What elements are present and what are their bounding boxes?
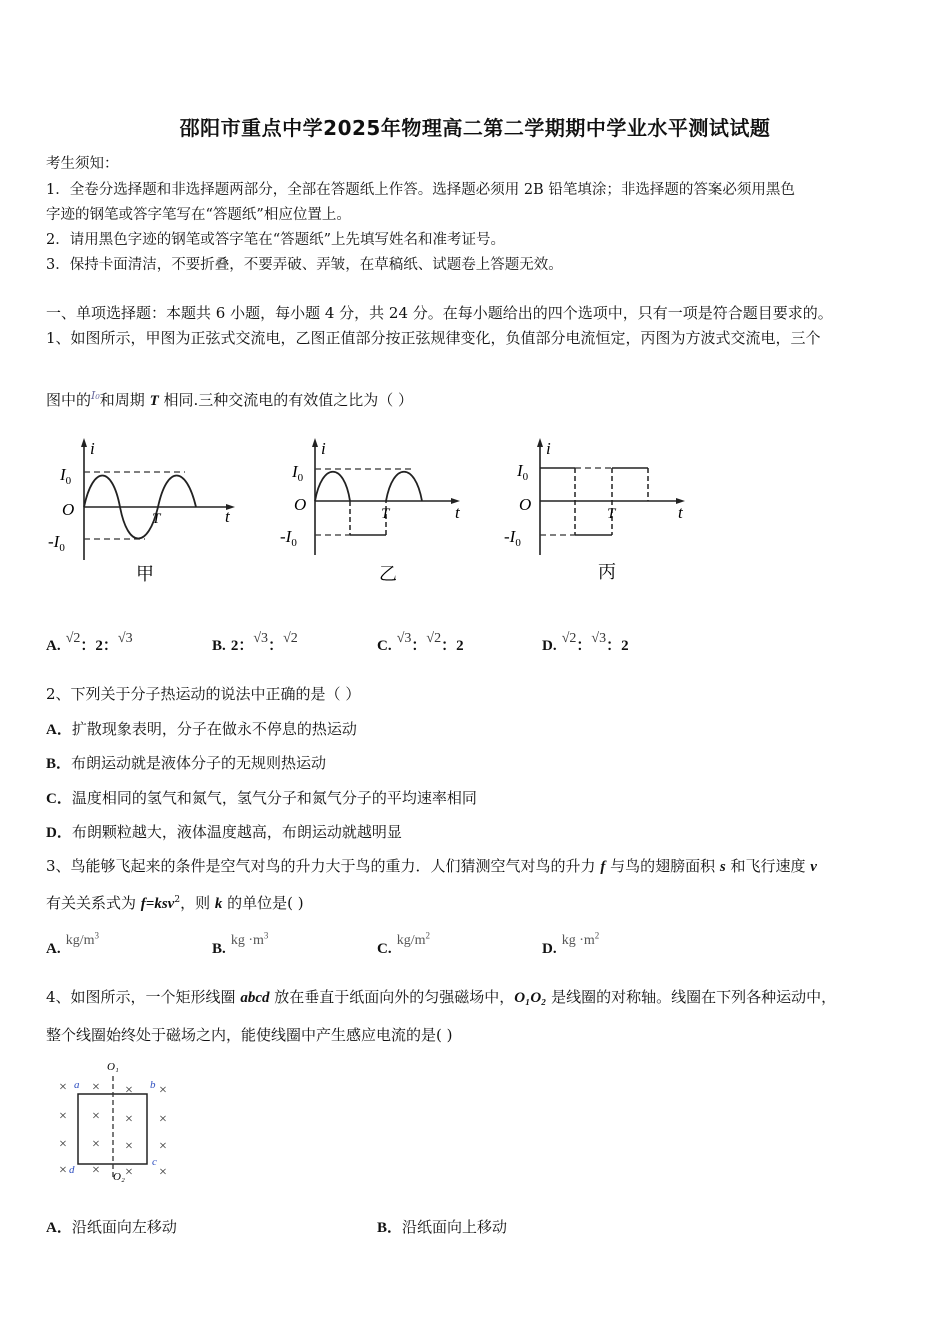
q4-option-b[interactable] xyxy=(377,1216,507,1237)
svg-text:a: a xyxy=(74,1079,80,1091)
sqrt-value: √2 xyxy=(65,631,81,646)
option-label: C． xyxy=(46,791,72,807)
notice-item-1: 1．全卷分选择题和非选择题两部分，全部在答题纸上作答。选择题必须用 2B 铅笔填涂；非选择题的答案必须用黑色 xyxy=(46,182,795,198)
svg-text:c: c xyxy=(152,1156,157,1168)
q3-text: 与鸟的翅膀面积 xyxy=(605,857,720,875)
notice-item-3: 3．保持卡面清洁，不要折叠，不要弄破、弄皱，在草稿纸、试题卷上答题无效。 xyxy=(46,257,563,273)
option-text: 布朗颗粒越大，液体温度越高，布朗运动就越明显 xyxy=(71,823,402,841)
q2-stem: 2、下列关于分子热运动的说法中正确的是（ ） xyxy=(46,685,361,703)
period-symbol: T xyxy=(149,393,159,409)
option-text: 布朗运动就是液体分子的无规则热运动 xyxy=(71,754,327,772)
svg-text:T: T xyxy=(607,506,616,522)
coil-label: abcd xyxy=(240,990,270,1006)
svg-text:×: × xyxy=(159,1112,167,1127)
q3-option-b[interactable] xyxy=(212,930,269,958)
svg-text:×: × xyxy=(92,1080,100,1095)
option-label: D. xyxy=(542,941,557,957)
svg-text:×: × xyxy=(59,1163,67,1178)
notice-heading: 考生须知： xyxy=(46,156,119,172)
svg-text:×: × xyxy=(92,1163,100,1178)
svg-text:i: i xyxy=(321,439,326,458)
notice-item-1-cont: 字迹的钢笔或答字笔写在“答题纸”相应位置上。 xyxy=(46,207,351,223)
option-label: A. xyxy=(46,941,61,957)
svg-text:×: × xyxy=(125,1112,133,1127)
option-label: A． xyxy=(46,1220,72,1236)
q4-text: 是线圈的对称轴。线圈在下列各种运动中， xyxy=(546,988,837,1006)
q3-text: 和飞行速度 xyxy=(725,857,811,875)
var-v: v xyxy=(810,859,817,875)
figure-caption-yi: 乙 xyxy=(379,564,397,584)
q3-stem-line1 xyxy=(46,855,817,876)
svg-text:t: t xyxy=(678,503,683,522)
svg-text:O₁: O₁ xyxy=(107,1061,119,1073)
var-f: f xyxy=(600,859,606,875)
svg-text:×: × xyxy=(159,1139,167,1154)
formula: f=ksv xyxy=(140,896,175,912)
svg-text:×: × xyxy=(125,1083,133,1098)
svg-text:×: × xyxy=(59,1109,67,1124)
option-text: 沿纸面向左移动 xyxy=(71,1218,177,1236)
sqrt-value: √2 xyxy=(283,631,298,646)
q4-stem-line2: 整个线圈始终处于磁场之内，能使线圈中产生感应电流的是( ) xyxy=(46,1026,453,1044)
q4-stem-line1 xyxy=(46,986,836,1007)
ratio-text: ：2 xyxy=(606,638,629,654)
unit-value: kg $\cdot m^3$ xyxy=(230,930,269,948)
option-label: B. xyxy=(212,638,226,654)
origin-label: O xyxy=(62,500,75,519)
q1-option-d[interactable] xyxy=(542,631,629,655)
svg-text:-I0: $-I_0$ xyxy=(504,527,521,549)
q3-option-c[interactable] xyxy=(377,930,430,958)
option-label: C. xyxy=(377,941,392,957)
svg-text:I0: $I_0$ xyxy=(517,461,529,483)
q4-text: 4、如图所示，一个矩形线圈 xyxy=(46,988,241,1006)
svg-text:I0: $I_0$ xyxy=(60,465,72,487)
q3-stem-line2 xyxy=(46,892,304,913)
svg-text:×: × xyxy=(159,1083,167,1098)
q3-text: 有关关系式为 xyxy=(46,894,141,912)
svg-text:-I0: $-I_0$ xyxy=(280,527,297,549)
unit-value: kg $\cdot m^2$ xyxy=(561,930,600,948)
figure-caption-jia: 甲 xyxy=(136,564,154,584)
svg-text:O: O xyxy=(294,495,307,514)
q1-option-c[interactable] xyxy=(377,631,464,655)
figure-yi-half-sine xyxy=(280,430,480,590)
sqrt-value: √3 xyxy=(591,631,607,646)
ratio-text: ： xyxy=(576,638,592,654)
svg-text:O: O xyxy=(519,495,532,514)
q4-option-a[interactable] xyxy=(46,1216,177,1237)
q1-text: 相同.三种交流电的有效值之比为（ ） xyxy=(158,391,414,409)
q2-option-c[interactable] xyxy=(46,787,477,808)
svg-text:I0: $I_0$ xyxy=(292,462,304,484)
svg-text:×: × xyxy=(92,1109,100,1124)
ratio-text: ： xyxy=(411,638,427,654)
q1-stem-line1: 1、如图所示，甲图为正弦式交流电，乙图正值部分按正弦规律变化，负值部分电流恒定，丙图为方波式交流电，三个 xyxy=(46,329,821,347)
figure-jia-sine-wave xyxy=(40,430,290,590)
ratio-text: ：2 xyxy=(441,638,464,654)
svg-text:×: × xyxy=(159,1165,167,1180)
formula-exponent: 2 xyxy=(174,895,181,905)
svg-text:×: × xyxy=(59,1137,67,1152)
option-label: D． xyxy=(46,825,72,841)
option-text: 沿纸面向上移动 xyxy=(402,1218,508,1236)
option-label: C. xyxy=(377,638,392,654)
sqrt-value: √2 xyxy=(561,631,577,646)
q3-text: 3、鸟能够飞起来的条件是空气对鸟的升力大于鸟的重力．人们猜测空气对鸟的升力 xyxy=(46,857,601,875)
q1-text: 图中的 xyxy=(46,391,92,409)
figure-caption-bing: 丙 xyxy=(598,562,616,582)
q4-text: 放在垂直于纸面向外的匀强磁场中， xyxy=(269,988,515,1006)
i0-symbol: I₀ xyxy=(91,389,100,402)
option-text: 温度相同的氢气和氮气，氢气分子和氮气分子的平均速率相同 xyxy=(71,789,477,807)
svg-text:×: × xyxy=(125,1165,133,1180)
unit-value: $kg/m^3$ xyxy=(65,930,99,948)
q1-option-a[interactable] xyxy=(46,631,133,655)
option-label: A. xyxy=(46,638,61,654)
svg-text:-I0: $-I_0$ xyxy=(48,532,65,554)
q1-text: 和周期 xyxy=(99,391,150,409)
q1-option-b[interactable] xyxy=(212,631,298,655)
q3-option-d[interactable] xyxy=(542,930,600,958)
option-label: B. xyxy=(212,941,226,957)
option-label: B． xyxy=(46,756,72,772)
var-s: s xyxy=(719,859,726,875)
sqrt-value: √3 xyxy=(253,631,269,646)
option-label: A． xyxy=(46,722,72,738)
ratio-text: 2： xyxy=(230,638,254,654)
svg-text:×: × xyxy=(92,1137,100,1152)
svg-text:d: d xyxy=(69,1164,75,1176)
axis-label: O₁O₂ xyxy=(514,990,547,1006)
var-k: k xyxy=(214,896,223,912)
q1-stem-line2 xyxy=(46,389,413,410)
svg-text:×: × xyxy=(125,1139,133,1154)
sqrt-value: √3 xyxy=(117,631,133,646)
svg-text:×: × xyxy=(59,1080,67,1095)
option-text: 扩散现象表明，分子在做永不停息的热运动 xyxy=(71,720,357,738)
svg-text:t: t xyxy=(455,503,460,522)
sqrt-value: √3 xyxy=(396,631,412,646)
q3-text: 的单位是( ) xyxy=(222,894,304,912)
svg-text:b: b xyxy=(150,1079,156,1091)
period-label: T xyxy=(152,511,161,527)
q2-option-a[interactable] xyxy=(46,718,357,739)
ratio-text: ： xyxy=(268,638,284,654)
axis-label-i: i xyxy=(90,439,95,458)
sqrt-value: √2 xyxy=(426,631,442,646)
unit-value: $kg/m^2$ xyxy=(396,930,430,948)
axis-label-t: t xyxy=(225,507,230,526)
svg-text:T: T xyxy=(381,506,390,522)
page-title: 邵阳市重点中学2025年物理高二第二学期期中学业水平测试试题 xyxy=(179,116,771,140)
ratio-text: ：2： xyxy=(80,638,118,654)
notice-item-2: 2．请用黑色字迹的钢笔或答字笔在“答题纸”上先填写姓名和准考证号。 xyxy=(46,232,506,248)
q3-option-a[interactable] xyxy=(46,930,99,958)
q3-text: ，则 xyxy=(180,894,215,912)
option-label: D. xyxy=(542,638,557,654)
option-label: B． xyxy=(377,1220,403,1236)
q2-option-d[interactable] xyxy=(46,821,402,842)
figure-coil-in-field xyxy=(50,1050,190,1185)
svg-text:i: i xyxy=(546,439,551,458)
q2-option-b[interactable] xyxy=(46,752,326,773)
svg-text:O₂: O₂ xyxy=(113,1171,125,1183)
figure-bing-square-wave xyxy=(500,430,700,590)
section-heading: 一、单项选择题：本题共 6 小题，每小题 4 分，共 24 分。在每小题给出的四个选项中，只有一项是符合题目要求的。 xyxy=(46,304,833,322)
